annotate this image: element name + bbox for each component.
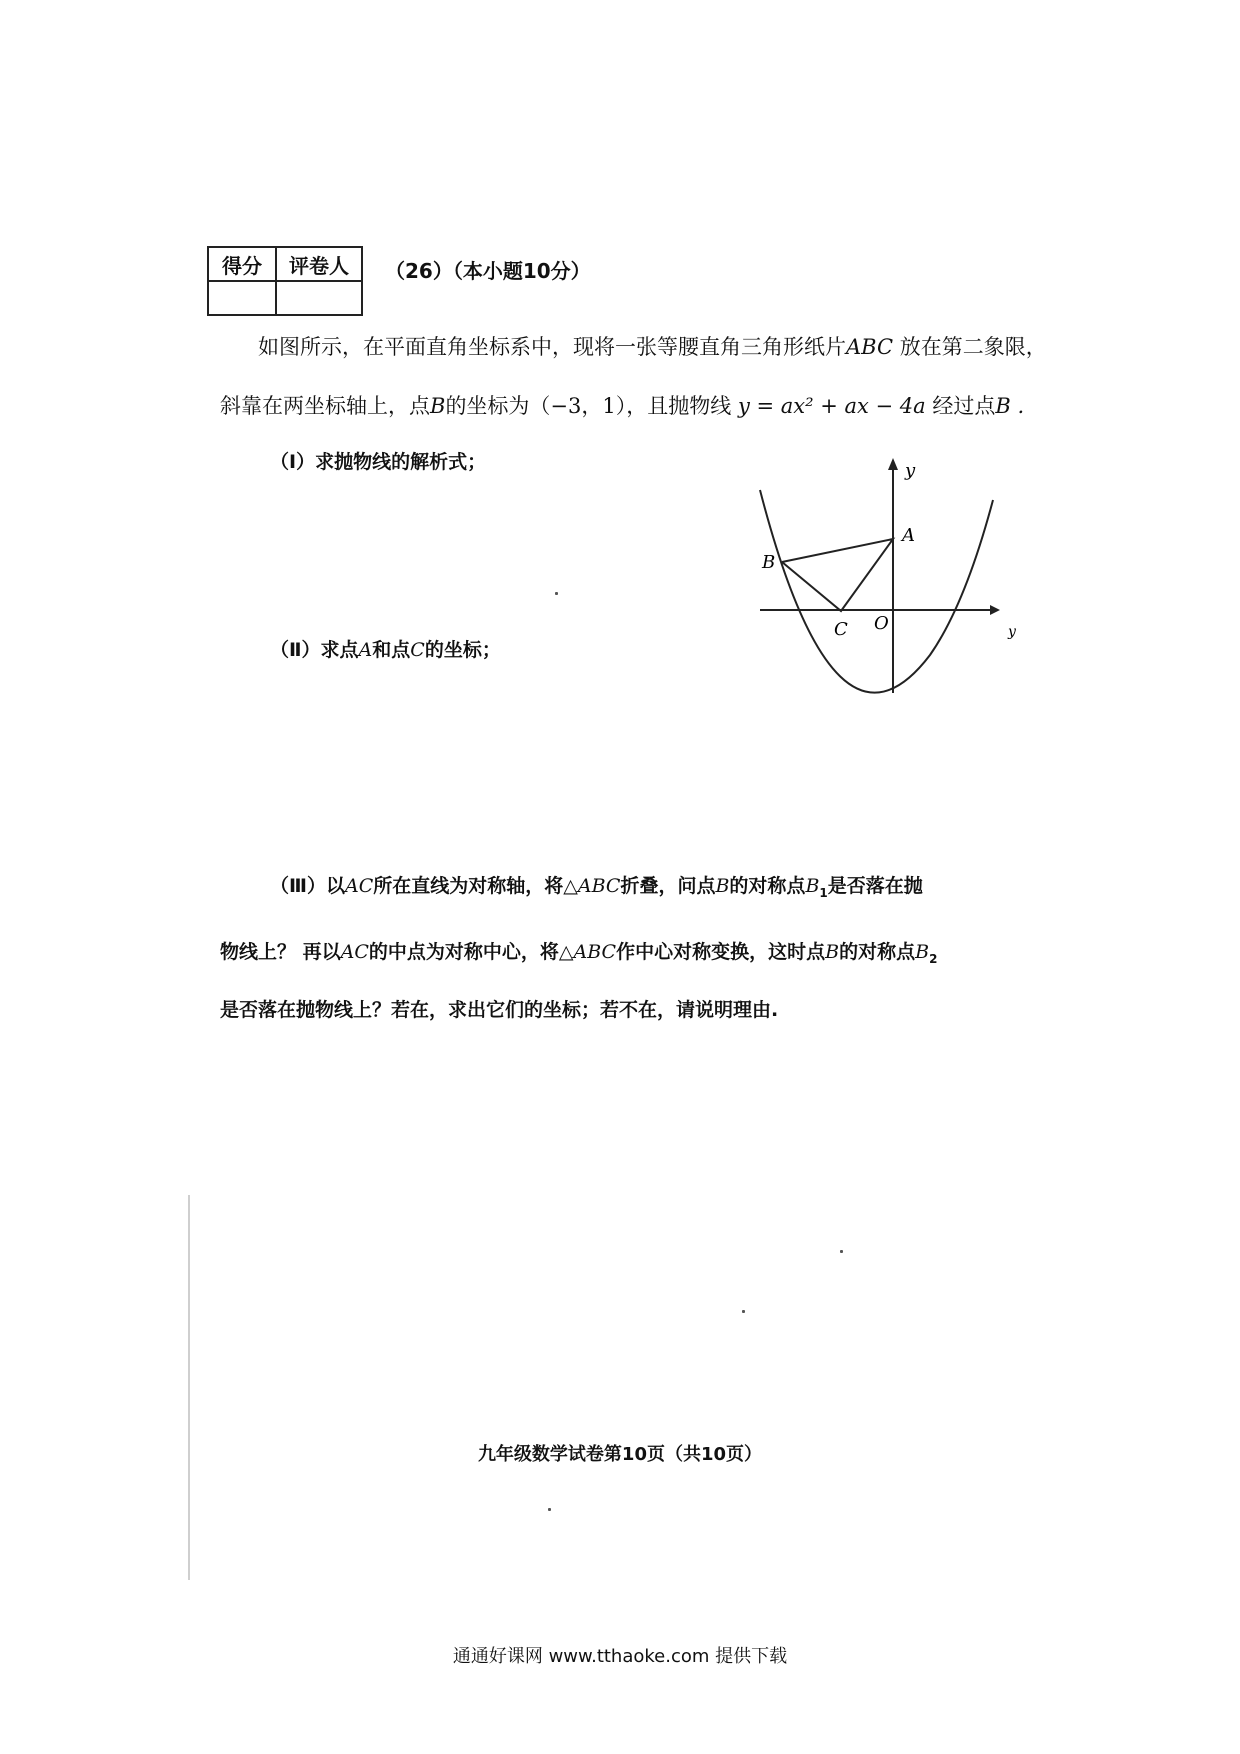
subscript: 2 (929, 951, 938, 966)
y-axis-arrow (888, 458, 898, 470)
score-cell (208, 281, 276, 315)
part-2 (270, 635, 501, 662)
problem-text: 经过点 (932, 394, 996, 418)
part-text: 的坐标； (424, 639, 501, 661)
point-label: C (410, 639, 425, 661)
part-3-line-1 (270, 871, 923, 900)
segment-label: AC (344, 875, 374, 897)
x-axis-arrow (990, 605, 1000, 615)
parabola-formula: y = ax² + ax − 4a (737, 394, 926, 418)
segment-label: AC (340, 941, 369, 963)
part-3-line-2 (220, 937, 937, 966)
label-origin: O (874, 613, 889, 634)
parabola-curve (760, 490, 993, 693)
part-text: 是否落在抛 (827, 875, 923, 897)
triangle-name: ABC (846, 335, 894, 359)
label-point-c: C (834, 619, 848, 640)
problem-text: 的坐标为（−3，1），且抛物线 (445, 394, 732, 418)
point-label: B . (995, 394, 1025, 418)
question-header: （26）（本小题10分） (385, 259, 591, 283)
point-label: B (715, 875, 730, 897)
point-label: B (825, 941, 840, 963)
point-label: B (805, 875, 820, 897)
score-table (207, 246, 363, 316)
subscript: 1 (819, 885, 828, 900)
part-text: 折叠，问点 (620, 875, 716, 897)
download-credit: 通通好课网 www.tthaoke.com 提供下载 (452, 1646, 788, 1667)
part-text: （Ⅲ）以 (270, 875, 345, 897)
grader-header: 评卷人 (276, 247, 362, 281)
part-1: （Ⅰ）求抛物线的解析式； (270, 451, 487, 473)
part-text: 物线上？ 再以 (220, 941, 341, 963)
part-text: 所在直线为对称轴，将△ (373, 875, 578, 897)
scan-speck (555, 592, 558, 595)
problem-line-1 (258, 334, 1047, 360)
point-label: B (915, 941, 930, 963)
score-header: 得分 (208, 247, 276, 281)
page-footer: 九年级数学试卷第10页（共10页） (477, 1444, 763, 1465)
label-point-b: B (762, 552, 776, 573)
problem-text: 放在第二象限， (899, 335, 1047, 359)
label-y-axis: y (905, 460, 916, 481)
part-text: 和点 (372, 639, 411, 661)
scan-edge-line (188, 1195, 190, 1580)
part-text: （Ⅱ）求点 (270, 639, 359, 661)
scan-speck (840, 1250, 843, 1253)
point-label: B (430, 394, 446, 418)
triangle-name: ABC (577, 875, 621, 897)
triangle-name: ABC (573, 941, 617, 963)
scan-speck (742, 1310, 745, 1313)
triangle-abc (782, 539, 893, 611)
coordinate-figure (750, 450, 1040, 700)
point-label: A (358, 639, 373, 661)
grader-cell (276, 281, 362, 315)
part-3-line-3: 是否落在抛物线上？若在，求出它们的坐标；若不在，请说明理由. (220, 999, 779, 1021)
label-point-a: A (902, 525, 915, 546)
part-text: 的中点为对称中心，将△ (368, 941, 574, 963)
scan-speck (548, 1508, 551, 1511)
problem-line-2 (220, 393, 1024, 419)
problem-text: 如图所示，在平面直角坐标系中，现将一张等腰直角三角形纸片 (258, 335, 846, 359)
part-text: 的对称点 (729, 875, 806, 897)
part-text: 的对称点 (839, 941, 916, 963)
problem-text: 斜靠在两坐标轴上，点 (220, 394, 430, 418)
label-x-axis: y (1008, 624, 1016, 640)
part-text: 作中心对称变换，这时点 (616, 941, 826, 963)
